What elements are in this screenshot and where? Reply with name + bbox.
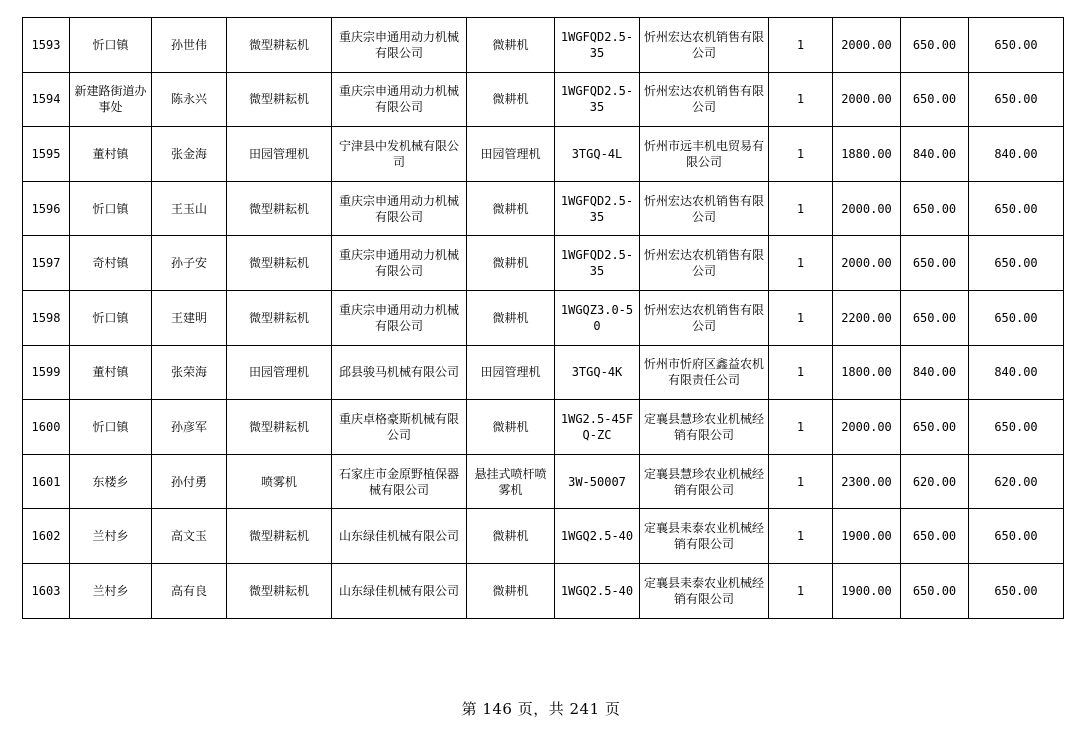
cell-quantity: 1 — [769, 72, 833, 127]
cell-machine-category: 微型耕耘机 — [227, 181, 332, 236]
cell-buyer-name: 高文玉 — [152, 509, 227, 564]
cell-buyer-name: 张荣海 — [152, 345, 227, 400]
cell-town: 忻口镇 — [70, 290, 152, 345]
cell-product-name: 微耕机 — [467, 509, 555, 564]
cell-machine-category: 喷雾机 — [227, 454, 332, 509]
cell-unit-subsidy: 650.00 — [901, 563, 969, 618]
cell-manufacturer: 重庆宗申通用动力机械有限公司 — [332, 290, 467, 345]
cell-machine-category: 微型耕耘机 — [227, 509, 332, 564]
cell-dealer: 定襄县慧珍农业机械经销有限公司 — [640, 400, 769, 455]
cell-buyer-name: 高有良 — [152, 563, 227, 618]
cell-price: 2000.00 — [833, 181, 901, 236]
cell-machine-category: 微型耕耘机 — [227, 290, 332, 345]
cell-product-name: 微耕机 — [467, 400, 555, 455]
cell-buyer-name: 张金海 — [152, 127, 227, 182]
cell-record-no: 1596 — [23, 181, 70, 236]
cell-buyer-name: 孙付勇 — [152, 454, 227, 509]
cell-buyer-name: 王玉山 — [152, 181, 227, 236]
cell-model: 1WGQZ3.0-50 — [555, 290, 640, 345]
cell-buyer-name: 孙彦军 — [152, 400, 227, 455]
page-footer: 第 146 页，共 241 页 — [461, 700, 621, 718]
cell-product-name: 悬挂式喷杆喷雾机 — [467, 454, 555, 509]
cell-unit-subsidy: 650.00 — [901, 18, 969, 73]
table-row — [23, 290, 1064, 345]
table-row — [23, 400, 1064, 455]
cell-price: 2200.00 — [833, 290, 901, 345]
cell-dealer: 定襄县慧珍农业机械经销有限公司 — [640, 454, 769, 509]
cell-town: 兰村乡 — [70, 509, 152, 564]
cell-quantity: 1 — [769, 290, 833, 345]
cell-manufacturer: 重庆宗申通用动力机械有限公司 — [332, 236, 467, 291]
cell-total-subsidy: 650.00 — [969, 236, 1064, 291]
cell-unit-subsidy: 650.00 — [901, 236, 969, 291]
cell-town: 新建路街道办事处 — [70, 72, 152, 127]
cell-model: 1WG2.5-45FQ-ZC — [555, 400, 640, 455]
cell-manufacturer: 重庆宗申通用动力机械有限公司 — [332, 181, 467, 236]
cell-total-subsidy: 650.00 — [969, 18, 1064, 73]
cell-price: 2000.00 — [833, 236, 901, 291]
cell-unit-subsidy: 650.00 — [901, 400, 969, 455]
cell-unit-subsidy: 840.00 — [901, 127, 969, 182]
cell-record-no: 1595 — [23, 127, 70, 182]
cell-dealer: 定襄县耒泰农业机械经销有限公司 — [640, 563, 769, 618]
cell-price: 2000.00 — [833, 400, 901, 455]
cell-product-name: 微耕机 — [467, 18, 555, 73]
cell-record-no: 1598 — [23, 290, 70, 345]
cell-manufacturer: 邱县骏马机械有限公司 — [332, 345, 467, 400]
cell-total-subsidy: 650.00 — [969, 400, 1064, 455]
cell-price: 1900.00 — [833, 563, 901, 618]
cell-manufacturer: 宁津县中发机械有限公司 — [332, 127, 467, 182]
table-row — [23, 454, 1064, 509]
cell-quantity: 1 — [769, 181, 833, 236]
cell-buyer-name: 孙子安 — [152, 236, 227, 291]
cell-dealer: 忻州宏达农机销售有限公司 — [640, 18, 769, 73]
cell-model: 1WGFQD2.5-35 — [555, 236, 640, 291]
cell-model: 3TGQ-4K — [555, 345, 640, 400]
cell-manufacturer: 重庆宗申通用动力机械有限公司 — [332, 18, 467, 73]
cell-dealer: 忻州宏达农机销售有限公司 — [640, 72, 769, 127]
table-row — [23, 127, 1064, 182]
cell-quantity: 1 — [769, 454, 833, 509]
cell-dealer: 忻州宏达农机销售有限公司 — [640, 236, 769, 291]
cell-total-subsidy: 840.00 — [969, 345, 1064, 400]
cell-town: 奇村镇 — [70, 236, 152, 291]
cell-model: 3TGQ-4L — [555, 127, 640, 182]
cell-town: 忻口镇 — [70, 400, 152, 455]
cell-manufacturer: 石家庄市金原野植保器械有限公司 — [332, 454, 467, 509]
cell-model: 1WGQ2.5-40 — [555, 563, 640, 618]
table-row — [23, 181, 1064, 236]
cell-town: 董村镇 — [70, 127, 152, 182]
cell-unit-subsidy: 650.00 — [901, 509, 969, 564]
cell-quantity: 1 — [769, 563, 833, 618]
cell-total-subsidy: 650.00 — [969, 290, 1064, 345]
table-row — [23, 345, 1064, 400]
cell-quantity: 1 — [769, 400, 833, 455]
cell-product-name: 微耕机 — [467, 563, 555, 618]
cell-total-subsidy: 650.00 — [969, 181, 1064, 236]
cell-quantity: 1 — [769, 509, 833, 564]
subsidy-table — [22, 17, 1064, 619]
cell-total-subsidy: 650.00 — [969, 509, 1064, 564]
cell-product-name: 田园管理机 — [467, 345, 555, 400]
cell-machine-category: 田园管理机 — [227, 127, 332, 182]
cell-quantity: 1 — [769, 236, 833, 291]
cell-dealer: 忻州市远丰机电贸易有限公司 — [640, 127, 769, 182]
cell-total-subsidy: 650.00 — [969, 563, 1064, 618]
cell-model: 1WGFQD2.5-35 — [555, 72, 640, 127]
cell-product-name: 微耕机 — [467, 72, 555, 127]
table-row — [23, 18, 1064, 73]
cell-manufacturer: 重庆宗申通用动力机械有限公司 — [332, 72, 467, 127]
cell-record-no: 1601 — [23, 454, 70, 509]
cell-unit-subsidy: 620.00 — [901, 454, 969, 509]
table-row — [23, 72, 1064, 127]
cell-town: 忻口镇 — [70, 18, 152, 73]
cell-unit-subsidy: 650.00 — [901, 290, 969, 345]
cell-buyer-name: 陈永兴 — [152, 72, 227, 127]
cell-machine-category: 微型耕耘机 — [227, 72, 332, 127]
cell-model: 1WGFQD2.5-35 — [555, 18, 640, 73]
cell-record-no: 1602 — [23, 509, 70, 564]
cell-model: 3W-50007 — [555, 454, 640, 509]
cell-price: 2000.00 — [833, 18, 901, 73]
cell-manufacturer: 重庆卓格豪斯机械有限公司 — [332, 400, 467, 455]
cell-product-name: 田园管理机 — [467, 127, 555, 182]
cell-machine-category: 田园管理机 — [227, 345, 332, 400]
cell-model: 1WGQ2.5-40 — [555, 509, 640, 564]
cell-quantity: 1 — [769, 127, 833, 182]
cell-town: 董村镇 — [70, 345, 152, 400]
cell-price: 1900.00 — [833, 509, 901, 564]
cell-manufacturer: 山东绿佳机械有限公司 — [332, 509, 467, 564]
cell-dealer: 忻州市忻府区鑫益农机有限责任公司 — [640, 345, 769, 400]
cell-town: 忻口镇 — [70, 181, 152, 236]
cell-model: 1WGFQD2.5-35 — [555, 181, 640, 236]
cell-buyer-name: 王建明 — [152, 290, 227, 345]
cell-town: 兰村乡 — [70, 563, 152, 618]
cell-unit-subsidy: 650.00 — [901, 181, 969, 236]
cell-price: 1800.00 — [833, 345, 901, 400]
cell-quantity: 1 — [769, 18, 833, 73]
cell-manufacturer: 山东绿佳机械有限公司 — [332, 563, 467, 618]
cell-dealer: 定襄县耒泰农业机械经销有限公司 — [640, 509, 769, 564]
cell-record-no: 1597 — [23, 236, 70, 291]
cell-machine-category: 微型耕耘机 — [227, 236, 332, 291]
cell-unit-subsidy: 650.00 — [901, 72, 969, 127]
cell-product-name: 微耕机 — [467, 290, 555, 345]
table-row — [23, 563, 1064, 618]
table-body — [23, 18, 1064, 619]
cell-machine-category: 微型耕耘机 — [227, 400, 332, 455]
table-row — [23, 509, 1064, 564]
table-row — [23, 236, 1064, 291]
cell-dealer: 忻州宏达农机销售有限公司 — [640, 181, 769, 236]
cell-total-subsidy: 840.00 — [969, 127, 1064, 182]
cell-record-no: 1599 — [23, 345, 70, 400]
cell-unit-subsidy: 840.00 — [901, 345, 969, 400]
cell-dealer: 忻州宏达农机销售有限公司 — [640, 290, 769, 345]
cell-price: 2000.00 — [833, 72, 901, 127]
cell-price: 2300.00 — [833, 454, 901, 509]
cell-total-subsidy: 650.00 — [969, 72, 1064, 127]
cell-record-no: 1593 — [23, 18, 70, 73]
cell-product-name: 微耕机 — [467, 236, 555, 291]
cell-machine-category: 微型耕耘机 — [227, 18, 332, 73]
cell-record-no: 1594 — [23, 72, 70, 127]
cell-quantity: 1 — [769, 345, 833, 400]
cell-price: 1880.00 — [833, 127, 901, 182]
cell-buyer-name: 孙世伟 — [152, 18, 227, 73]
cell-total-subsidy: 620.00 — [969, 454, 1064, 509]
cell-machine-category: 微型耕耘机 — [227, 563, 332, 618]
cell-record-no: 1603 — [23, 563, 70, 618]
cell-town: 东楼乡 — [70, 454, 152, 509]
cell-product-name: 微耕机 — [467, 181, 555, 236]
cell-record-no: 1600 — [23, 400, 70, 455]
